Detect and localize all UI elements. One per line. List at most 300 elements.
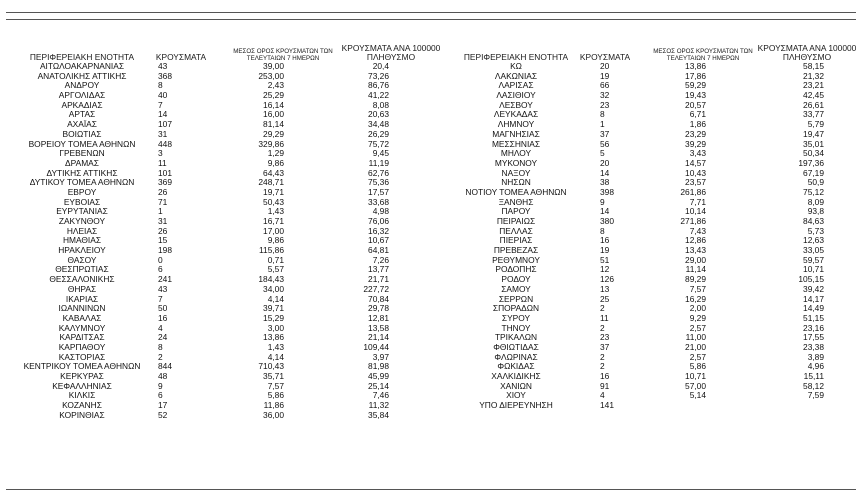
cell-unit: ΜΑΓΝΗΣΙΑΣ	[492, 128, 540, 139]
cell-per100k: 50,34	[803, 148, 824, 159]
cell-per100k: 19,47	[803, 128, 824, 139]
cell-unit: ΚΩ	[510, 61, 522, 71]
cell-cases: 7	[158, 99, 163, 110]
cell-cases: 126	[600, 274, 614, 285]
cell-avg: 12,86	[685, 235, 706, 246]
cell-cases: 24	[158, 332, 168, 343]
cell-cases: 4	[158, 322, 163, 333]
cell-avg: 2,57	[689, 351, 706, 362]
cell-per100k: 5,79	[807, 119, 824, 130]
cell-avg: 115,86	[259, 245, 284, 256]
table-row	[6, 372, 856, 382]
cell-cases: 14	[158, 109, 168, 120]
table-row	[6, 256, 856, 266]
cell-unit: ΓΡΕΒΕΝΩΝ	[59, 148, 105, 159]
cell-per100k: 33,05	[803, 245, 824, 256]
cell-avg: 57,00	[685, 380, 706, 391]
cell-cases: 4	[600, 390, 605, 401]
cell-cases: 398	[600, 186, 614, 197]
cell-per100k: 51,15	[803, 312, 824, 323]
cell-unit: ΔΡΑΜΑΣ	[65, 157, 99, 168]
cell-cases: 3	[158, 148, 163, 159]
table-row	[6, 178, 856, 188]
cell-avg: 248,71	[258, 177, 284, 188]
table-row	[6, 314, 856, 324]
table-row	[6, 198, 856, 208]
cell-unit: ΝΟΤΙΟΥ ΤΟΜΕΑ ΑΘΗΝΩΝ	[465, 186, 567, 197]
cell-cases: 369	[158, 177, 172, 188]
table-body	[6, 62, 856, 420]
cell-unit: ΚΕΝΤΡΙΚΟΥ ΤΟΜΕΑ ΑΘΗΝΩΝ	[23, 361, 141, 372]
cell-cases: 8	[600, 225, 605, 236]
cell-unit: ΚΑΣΤΟΡΙΑΣ	[58, 351, 106, 362]
table-row	[6, 265, 856, 275]
cell-avg: 2,43	[267, 80, 284, 91]
cell-cases: 8	[158, 341, 163, 352]
cell-cases: 9	[600, 196, 605, 207]
cell-cases: 43	[158, 283, 168, 294]
cell-cases: 51	[600, 254, 610, 265]
cell-cases: 8	[158, 80, 163, 91]
cell-avg: 16,14	[263, 99, 284, 110]
cell-unit: ΔΥΤΙΚΗΣ ΑΤΤΙΚΗΣ	[46, 167, 118, 178]
cell-per100k: 11,32	[368, 400, 389, 411]
cell-cases: 6	[158, 390, 163, 401]
cell-per100k: 7,26	[372, 254, 389, 265]
cell-avg: 261,86	[680, 186, 706, 197]
cell-avg: 89,29	[685, 274, 706, 285]
cell-per100k: 4,96	[807, 361, 824, 372]
cell-per100k: 21,14	[368, 332, 389, 343]
cell-cases: 1	[158, 206, 163, 217]
header-per100k-right: ΚΡΟΥΣΜΑΤΑ ΑΝΑ 100000 ΠΛΗΘΥΣΜΟ	[757, 43, 857, 62]
cell-per100k: 17,55	[803, 332, 824, 343]
cell-avg: 4,14	[267, 351, 284, 362]
cell-per100k: 67,19	[803, 167, 824, 178]
cell-per100k: 62,76	[368, 167, 389, 178]
cell-unit: ΠΙΕΡΙΑΣ	[499, 235, 533, 246]
cell-per100k: 76,06	[368, 216, 389, 226]
cell-avg: 81,14	[263, 119, 284, 130]
cell-unit: ΚΕΦΑΛΛΗΝΙΑΣ	[52, 380, 112, 391]
cell-avg: 39,71	[263, 303, 284, 314]
cell-cases: 20	[600, 157, 610, 168]
cell-unit: ΜΕΣΣΗΝΙΑΣ	[491, 138, 541, 149]
table-row	[6, 382, 856, 392]
cell-per100k: 75,12	[803, 186, 824, 197]
cell-cases: 380	[600, 216, 614, 226]
cell-per100k: 84,63	[803, 216, 824, 226]
cell-avg: 17,00	[263, 225, 284, 236]
cell-unit: ΚΟΖΑΝΗΣ	[62, 400, 102, 411]
cell-avg: 50,43	[263, 196, 284, 207]
cell-avg: 1,29	[267, 148, 284, 159]
cell-avg: 23,57	[685, 177, 706, 188]
cell-unit: ΑΡΤΑΣ	[68, 109, 96, 120]
cell-per100k: 227,72	[363, 283, 389, 294]
table-row	[6, 324, 856, 334]
cell-cases: 13	[600, 283, 610, 294]
cell-cases: 56	[600, 138, 610, 149]
table-row	[6, 246, 856, 256]
cell-unit: ΞΑΝΘΗΣ	[498, 196, 534, 207]
cell-per100k: 64,81	[368, 245, 389, 256]
table-row	[6, 236, 856, 246]
cell-avg: 2,57	[689, 322, 706, 333]
table-row	[6, 295, 856, 305]
cell-unit: ΦΩΚΙΔΑΣ	[497, 361, 535, 372]
cell-cases: 31	[158, 128, 168, 139]
header-per100k-left: ΚΡΟΥΣΜΑΤΑ ΑΝΑ 100000 ΠΛΗΘΥΣΜΟ	[341, 43, 441, 62]
cell-cases: 16	[600, 371, 610, 381]
cell-cases: 25	[600, 293, 610, 304]
cell-per100k: 50,9	[807, 177, 824, 188]
cell-cases: 368	[158, 70, 172, 81]
cell-avg: 29,00	[685, 254, 706, 265]
cell-unit: ΖΑΚΥΝΘΟΥ	[58, 216, 106, 226]
cell-cases: 1	[600, 119, 605, 130]
cell-cases: 844	[158, 361, 172, 372]
cell-cases: 91	[600, 380, 610, 391]
cell-unit: ΗΛΕΙΑΣ	[66, 225, 98, 236]
cell-cases: 448	[158, 138, 172, 149]
cell-cases: 11	[158, 157, 167, 168]
cell-per100k: 39,42	[803, 283, 824, 294]
cell-per100k: 14,17	[803, 293, 824, 304]
cell-unit: ΝΗΣΩΝ	[501, 177, 531, 188]
cell-per100k: 3,97	[372, 351, 389, 362]
table-row	[6, 333, 856, 343]
table-row	[6, 401, 856, 411]
cell-avg: 7,57	[267, 380, 284, 391]
cell-per100k: 3,89	[807, 351, 824, 362]
cell-unit: ΚΟΡΙΝΘΙΑΣ	[59, 409, 105, 420]
cell-avg: 34,00	[263, 283, 284, 294]
table-row	[6, 81, 856, 91]
cell-unit: ΑΧΑΪΑΣ	[67, 119, 97, 130]
cell-unit: ΑΝΑΤΟΛΙΚΗΣ ΑΤΤΙΚΗΣ	[37, 70, 127, 81]
cell-avg: 5,14	[689, 390, 706, 401]
cell-avg: 1,86	[689, 119, 706, 130]
cell-avg: 10,43	[685, 167, 706, 178]
cell-avg: 7,57	[689, 283, 706, 294]
table-row	[6, 275, 856, 285]
cell-avg: 17,86	[685, 70, 706, 81]
cell-avg: 16,71	[263, 216, 284, 226]
cell-unit: ΣΥΡΟΥ	[501, 312, 531, 323]
cell-cases: 19	[600, 245, 610, 256]
cell-avg: 11,14	[685, 264, 706, 275]
cell-avg: 1,43	[267, 341, 284, 352]
cell-cases: 6	[158, 264, 163, 275]
table-row	[6, 411, 856, 421]
cell-avg: 15,29	[263, 312, 284, 323]
table-row	[6, 217, 856, 227]
cell-cases: 23	[600, 99, 610, 110]
cell-avg: 9,86	[267, 157, 284, 168]
cell-unit: ΤΗΝΟΥ	[501, 322, 531, 333]
cell-unit: ΡΟΔΟΥ	[501, 274, 531, 285]
cell-cases: 26	[158, 186, 168, 197]
cell-per100k: 14,49	[803, 303, 824, 314]
cell-per100k: 21,71	[368, 274, 389, 285]
cell-unit: ΕΥΡΥΤΑΝΙΑΣ	[56, 206, 108, 217]
cell-unit: ΚΕΡΚΥΡΑΣ	[60, 371, 104, 381]
header-cases-left: ΚΡΟΥΣΜΑΤΑ	[155, 52, 207, 62]
cell-avg: 13,86	[263, 332, 284, 343]
cell-avg: 253,00	[258, 70, 284, 81]
cell-unit: ΗΡΑΚΛΕΙΟΥ	[58, 245, 106, 256]
cell-avg: 19,43	[685, 90, 706, 101]
cell-unit: ΑΡΓΟΛΙΔΑΣ	[58, 90, 106, 101]
cell-per100k: 59,57	[803, 254, 824, 265]
cell-unit: ΡΟΔΟΠΗΣ	[495, 264, 537, 275]
cell-cases: 7	[158, 293, 163, 304]
cell-avg: 3,00	[267, 322, 284, 333]
cell-unit: ΒΟΡΕΙΟΥ ΤΟΜΕΑ ΑΘΗΝΩΝ	[28, 138, 136, 149]
cell-per100k: 8,09	[807, 196, 824, 207]
header-unit-right: ΠΕΡΙΦΕΡΕΙΑΚΗ ΕΝΟΤΗΤΑ	[463, 52, 569, 62]
cell-avg: 1,43	[267, 206, 284, 217]
cell-unit: ΤΡΙΚΑΛΩΝ	[494, 332, 538, 343]
cell-cases: 26	[158, 225, 168, 236]
cell-avg: 20,57	[685, 99, 706, 110]
cell-avg: 14,57	[685, 157, 706, 168]
header-avg-right: ΜΕΣΟΣ ΟΡΟΣ ΚΡΟΥΣΜΑΤΩΝ ΤΩΝ ΤΕΛΕΥΤΑΙΩΝ 7 ΗΜΕΡΩΝ	[653, 47, 753, 62]
cell-cases: 16	[600, 235, 610, 246]
cell-avg: 5,57	[267, 264, 284, 275]
cell-avg: 271,86	[680, 216, 706, 226]
cell-unit: ΧΙΟΥ	[506, 390, 526, 401]
table-row	[6, 72, 856, 82]
table-row	[6, 188, 856, 198]
cell-per100k: 86,76	[368, 80, 389, 91]
cell-avg: 7,43	[689, 225, 706, 236]
cell-unit: ΧΑΛΚΙΔΙΚΗΣ	[491, 371, 541, 381]
cell-per100k: 23,38	[803, 341, 824, 352]
cell-per100k: 109,44	[363, 341, 389, 352]
cell-per100k: 75,72	[368, 138, 389, 149]
cell-cases: 2	[600, 322, 605, 333]
cell-unit: ΕΒΡΟΥ	[67, 186, 97, 197]
cell-cases: 31	[158, 216, 168, 226]
cell-cases: 5	[600, 148, 605, 159]
cell-cases: 141	[600, 400, 614, 411]
cell-avg: 16,29	[685, 293, 706, 304]
cell-per100k: 20,4	[372, 61, 389, 71]
cell-unit: ΠΕΛΛΑΣ	[499, 225, 533, 236]
cell-per100k: 93,8	[807, 206, 824, 217]
cell-avg: 35,71	[263, 371, 284, 381]
table-row	[6, 149, 856, 159]
cell-per100k: 8,08	[372, 99, 389, 110]
cell-unit: ΛΕΥΚΑΔΑΣ	[493, 109, 539, 120]
cell-cases: 2	[600, 361, 605, 372]
cell-cases: 9	[158, 380, 163, 391]
top-rule-double	[6, 19, 856, 20]
cell-unit: ΙΚΑΡΙΑΣ	[65, 293, 99, 304]
cell-cases: 23	[600, 332, 610, 343]
cell-unit: ΚΑΡΔΙΤΣΑΣ	[59, 332, 105, 343]
cell-cases: 66	[600, 80, 610, 91]
cell-cases: 2	[600, 351, 605, 362]
cell-avg: 25,29	[263, 90, 284, 101]
cell-unit: ΚΑΡΠΑΘΟΥ	[58, 341, 106, 352]
cell-unit: ΠΑΡΟΥ	[501, 206, 531, 217]
cell-cases: 20	[600, 61, 610, 71]
cell-avg: 13,86	[685, 61, 706, 71]
cell-unit: ΣΕΡΡΩΝ	[498, 293, 534, 304]
cell-unit: ΘΕΣΣΑΛΟΝΙΚΗΣ	[49, 274, 115, 285]
cell-cases: 17	[158, 400, 168, 411]
cell-per100k: 45,99	[368, 371, 389, 381]
cell-per100k: 34,48	[368, 119, 389, 130]
cell-cases: 43	[158, 61, 168, 71]
cell-cases: 0	[158, 254, 163, 265]
cell-cases: 71	[158, 196, 168, 207]
cell-cases: 52	[158, 409, 168, 420]
cell-unit: ΦΛΩΡΙΝΑΣ	[494, 351, 538, 362]
cell-per100k: 5,73	[807, 225, 824, 236]
cell-avg: 39,29	[685, 138, 706, 149]
cell-cases: 37	[600, 128, 610, 139]
cell-cases: 37	[600, 341, 610, 352]
cell-cases: 16	[158, 312, 168, 323]
cell-per100k: 15,11	[803, 371, 824, 381]
header-cases-right: ΚΡΟΥΣΜΑΤΑ	[579, 52, 631, 62]
cell-avg: 23,29	[685, 128, 706, 139]
cell-unit: ΚΙΛΚΙΣ	[68, 390, 96, 401]
cell-cases: 32	[600, 90, 610, 101]
cell-unit: ΕΥΒΟΙΑΣ	[63, 196, 101, 207]
cell-per100k: 58,12	[803, 380, 824, 391]
header-unit-left: ΠΕΡΙΦΕΡΕΙΑΚΗ ΕΝΟΤΗΤΑ	[29, 52, 135, 62]
cell-per100k: 12,63	[803, 235, 824, 246]
cell-avg: 6,71	[689, 109, 706, 120]
cell-avg: 36,00	[263, 409, 284, 420]
cell-unit: ΑΙΤΩΛΟΑΚΑΡΝΑΝΙΑΣ	[39, 61, 125, 71]
cell-avg: 29,29	[263, 128, 284, 139]
cell-per100k: 11,19	[368, 157, 389, 168]
table-row	[6, 285, 856, 295]
cell-unit: ΠΕΙΡΑΙΩΣ	[496, 216, 536, 226]
cell-per100k: 7,46	[372, 390, 389, 401]
cell-per100k: 12,81	[368, 312, 389, 323]
cell-per100k: 25,14	[368, 380, 389, 391]
cell-per100k: 35,01	[803, 138, 824, 149]
cell-unit: ΧΑΝΙΩΝ	[500, 380, 532, 391]
table-row	[6, 391, 856, 401]
cell-unit: ΗΜΑΘΙΑΣ	[62, 235, 102, 246]
cell-cases: 107	[158, 119, 172, 130]
cell-per100k: 33,77	[803, 109, 824, 120]
cell-avg: 10,71	[685, 371, 706, 381]
cell-per100k: 13,77	[368, 264, 389, 275]
cell-avg: 7,71	[689, 196, 706, 207]
cell-unit: ΑΝΔΡΟΥ	[64, 80, 100, 91]
table-row	[6, 62, 856, 72]
cell-avg: 4,14	[267, 293, 284, 304]
cell-unit: ΦΘΙΩΤΙΔΑΣ	[493, 341, 539, 352]
table-row	[6, 227, 856, 237]
cell-unit: ΛΑΡΙΣΑΣ	[498, 80, 534, 91]
cell-per100k: 23,21	[803, 80, 824, 91]
table-row	[6, 304, 856, 314]
cell-per100k: 73,26	[368, 70, 389, 81]
cell-unit: ΑΡΚΑΔΙΑΣ	[61, 99, 103, 110]
cell-unit: ΣΠΟΡΑΔΩΝ	[492, 303, 540, 314]
cell-unit: ΒΟΙΩΤΙΑΣ	[62, 128, 102, 139]
cell-per100k: 10,67	[368, 235, 389, 246]
cell-per100k: 9,45	[372, 148, 389, 159]
cell-unit: ΛΗΜΝΟΥ	[497, 119, 535, 130]
cell-avg: 11,86	[263, 400, 284, 411]
cell-avg: 19,71	[263, 186, 284, 197]
table-row	[6, 343, 856, 353]
table-row	[6, 159, 856, 169]
cell-avg: 184,43	[258, 274, 284, 285]
cell-avg: 2,00	[689, 303, 706, 314]
cell-cases: 11	[600, 312, 609, 323]
cell-avg: 5,86	[267, 390, 284, 401]
cell-per100k: 29,78	[368, 303, 389, 314]
table-row	[6, 362, 856, 372]
cell-avg: 5,86	[689, 361, 706, 372]
cell-per100k: 33,68	[368, 196, 389, 207]
cell-per100k: 81,98	[368, 361, 389, 372]
cell-avg: 13,43	[685, 245, 706, 256]
cell-avg: 11,00	[685, 332, 706, 343]
cell-per100k: 10,71	[803, 264, 824, 275]
cell-per100k: 75,36	[368, 177, 389, 188]
cell-cases: 2	[158, 351, 163, 362]
table-row	[6, 101, 856, 111]
cell-per100k: 16,32	[368, 225, 389, 236]
table-row	[6, 91, 856, 101]
cell-avg: 39,00	[263, 61, 284, 71]
cell-unit: ΣΑΜΟΥ	[501, 283, 531, 294]
cell-per100k: 17,57	[368, 186, 389, 197]
cell-unit: ΜΥΚΟΝΟΥ	[494, 157, 538, 168]
cell-unit: ΡΕΘΥΜΝΟΥ	[492, 254, 540, 265]
cell-avg: 3,43	[689, 148, 706, 159]
cell-unit: ΙΩΑΝΝΙΝΩΝ	[58, 303, 106, 314]
cell-unit: ΚΑΒΑΛΑΣ	[62, 312, 102, 323]
bottom-rule	[6, 489, 856, 490]
cell-unit: ΔΥΤΙΚΟΥ ΤΟΜΕΑ ΑΘΗΝΩΝ	[29, 177, 135, 188]
cell-per100k: 23,16	[803, 322, 824, 333]
table-row	[6, 140, 856, 150]
cell-avg: 9,29	[689, 312, 706, 323]
cell-cases: 38	[600, 177, 610, 188]
cell-cases: 14	[600, 206, 610, 217]
table-row	[6, 207, 856, 217]
cell-unit: ΘΑΣΟΥ	[67, 254, 97, 265]
cell-unit: ΛΑΚΩΝΙΑΣ	[494, 70, 538, 81]
cell-cases: 50	[158, 303, 168, 314]
cell-unit: ΘΕΣΠΡΩΤΙΑΣ	[55, 264, 109, 275]
table-row	[6, 120, 856, 130]
cell-per100k: 26,61	[803, 99, 824, 110]
cell-avg: 9,86	[267, 235, 284, 246]
cell-per100k: 4,98	[372, 206, 389, 217]
cell-per100k: 20,63	[368, 109, 389, 120]
cell-cases: 40	[158, 90, 168, 101]
cell-unit: ΥΠΟ ΔΙΕΡΕΥΝΗΣΗ	[479, 400, 553, 411]
cell-cases: 198	[158, 245, 172, 256]
cell-avg: 710,43	[258, 361, 284, 372]
cell-cases: 101	[158, 167, 172, 178]
